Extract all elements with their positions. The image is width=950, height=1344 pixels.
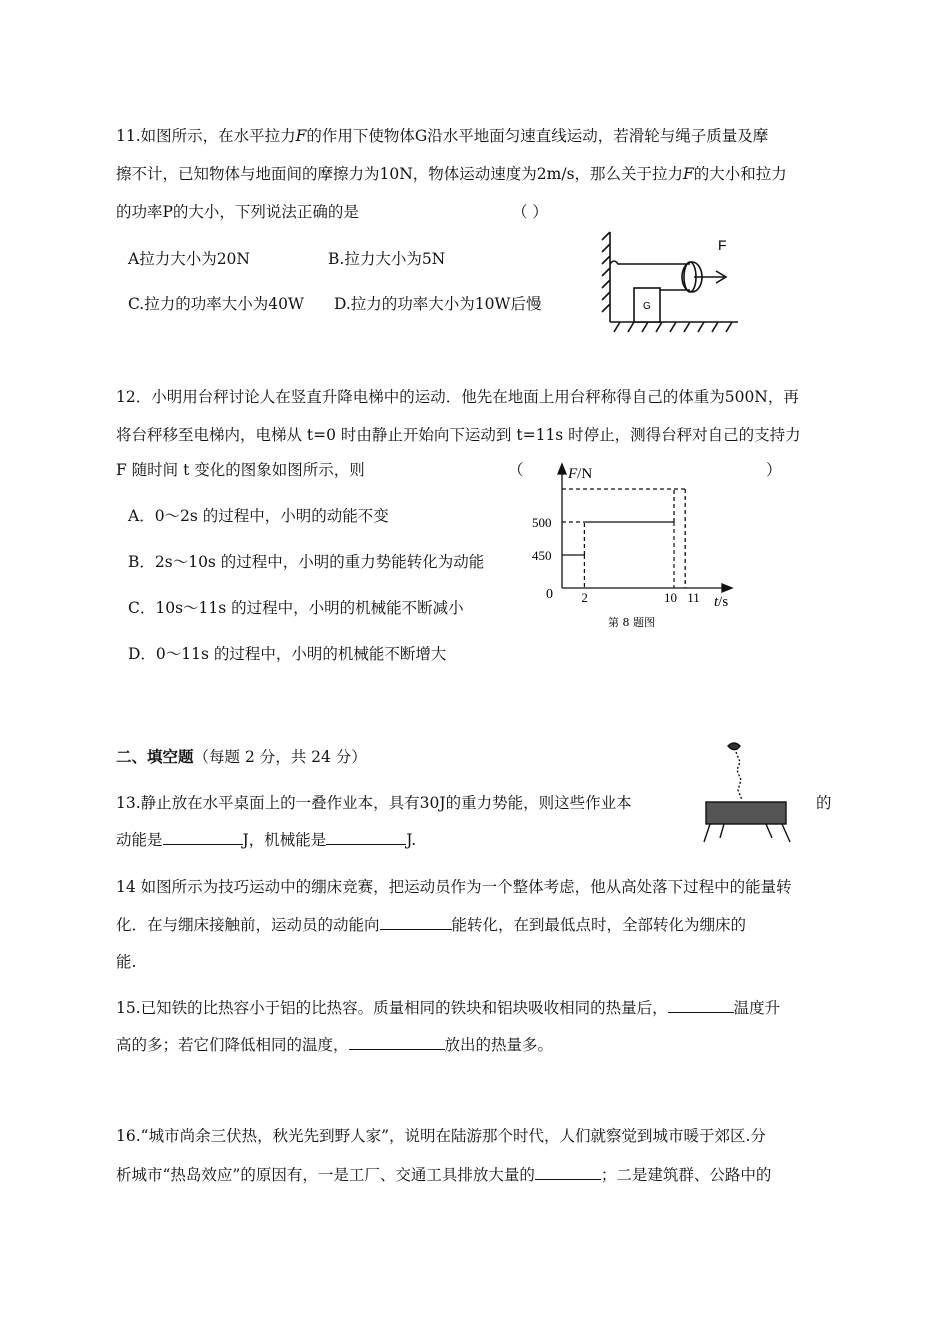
- q12-option-d: D．0～11s 的过程中，小明的机械能不断增大: [128, 645, 447, 663]
- q14-line1: 14 如图所示为技巧运动中的绷床竞赛，把运动员作为一个整体考虑，他从高处落下过程中的能量转: [116, 878, 792, 896]
- q12-line1: 12．小明用台秤讨论人在竖直升降电梯中的运动．他先在地面上用台秤称得自己的体重为500N，再: [116, 388, 799, 406]
- upper-rope: [610, 261, 690, 264]
- q12-option-c: C．10s～11s 的过程中，小明的机械能不断减小: [128, 599, 464, 617]
- q12-paren-open: （: [508, 461, 524, 479]
- pulley-figure: [598, 228, 748, 340]
- answer-blank[interactable]: [349, 1035, 445, 1050]
- x-tick-label: 10: [664, 590, 677, 605]
- q11-option-d: D.拉力的功率大小为10W后慢: [334, 295, 542, 313]
- trampoline-leg: [782, 824, 790, 842]
- answer-blank[interactable]: [535, 1165, 601, 1180]
- y-axis-label-symbol: F: [568, 466, 578, 482]
- q11-line3: [116, 202, 359, 222]
- y-tick-label: 450: [532, 548, 552, 563]
- q11-line2-b: 的大小和拉力: [693, 165, 787, 183]
- q16-line2: [116, 1165, 771, 1185]
- q11-line2: [116, 164, 787, 184]
- q11-line3-text: 的功率P的大小，下列说法正确的是: [116, 203, 359, 221]
- y-tick-label: 500: [532, 515, 552, 530]
- q15-line2: [116, 1035, 553, 1055]
- fig-force-label: F: [718, 237, 727, 253]
- section-2-heading: [116, 747, 367, 767]
- x-tick-label: 2: [581, 590, 588, 605]
- q14-line3: 能.: [116, 953, 137, 971]
- x-axis-label-symbol: t: [714, 594, 719, 610]
- y-axis-label-unit: /N: [577, 466, 593, 482]
- x-axis-label: [714, 594, 728, 610]
- answer-blank[interactable]: [163, 830, 243, 845]
- q16-line1: 16.“城市尚余三伏热，秋光先到野人家”，说明在陆游那个时代，人们就察觉到城市暖于郊区.分: [116, 1127, 766, 1145]
- q13-line1: 13.静止放在水平桌面上的一叠作业本，具有30J的重力势能，则这些作业本: [116, 794, 632, 812]
- q15-line2-a: 高的多；若它们降低相同的温度，: [116, 1036, 349, 1054]
- answer-blank[interactable]: [668, 998, 734, 1013]
- q12-option-a: A．0～2s 的过程中，小明的动能不变: [128, 507, 389, 525]
- x-axis-arrow: [722, 584, 732, 592]
- trampoline-leg: [720, 824, 724, 838]
- wall-hatch: [602, 232, 610, 312]
- q12-line3: F 随时间 t 变化的图象如图所示，则: [116, 461, 365, 479]
- trampoline-leg: [704, 824, 710, 842]
- x-axis-label-unit: /s: [718, 594, 729, 610]
- q12-line2: 将台秤移至电梯内，电梯从 t=0 时由静止开始向下运动到 t=11s 时停止，测得台秤对自己的支持力: [116, 426, 801, 444]
- athlete-icon: [728, 743, 740, 750]
- q12-paren-close: ）: [766, 461, 782, 479]
- q15-line2-b: 放出的热量多。: [444, 1036, 554, 1054]
- figure-caption: 第 8 题图: [608, 616, 655, 629]
- y-axis-label: [567, 466, 592, 482]
- x-tick-label: 11: [687, 590, 700, 605]
- q11-line1: [116, 126, 768, 146]
- q13-line2-c: J.: [406, 831, 417, 849]
- q13-line2: [116, 830, 416, 850]
- q13-line2-a: 动能是: [116, 831, 163, 849]
- q11-option-c: C.拉力的功率大小为40W: [128, 295, 304, 313]
- answer-blank[interactable]: [326, 830, 406, 845]
- q14-line2-a: 化．在与绷床接触前，运动员的动能向: [116, 916, 380, 934]
- answer-blank[interactable]: [380, 915, 452, 930]
- q14-line2: [116, 915, 746, 935]
- section-2-title: 二、填空题: [116, 747, 194, 766]
- q12-option-b: B．2s～10s 的过程中，小明的重力势能转化为动能: [128, 553, 485, 571]
- q15-line1-a: 15.已知铁的比热容小于铝的比热容。质量相同的铁块和铝块吸收相同的热量后，: [116, 999, 668, 1017]
- ground-hatch: [614, 322, 732, 332]
- fig-block-label: G: [643, 301, 651, 312]
- trampoline-bed: [706, 802, 786, 824]
- q14-line2-b: 能转化，在到最低点时，全部转化为绷床的: [451, 916, 747, 934]
- force-time-chart: [520, 458, 750, 638]
- q13-line1-end: 的: [816, 794, 832, 812]
- q16-line2-a: 析城市“热岛效应”的原因有，一是工厂、交通工具排放大量的: [116, 1166, 535, 1184]
- force-symbol: F: [683, 165, 694, 183]
- q11-option-b: B.拉力大小为5N: [328, 250, 446, 268]
- q15-line1: [116, 998, 780, 1018]
- motion-trail: [736, 752, 742, 800]
- q15-line1-b: 温度升: [733, 999, 781, 1017]
- q13-line2-b: J，机械能是: [242, 831, 327, 849]
- q16-line2-b: ；二是建筑群、公路中的: [600, 1166, 772, 1184]
- trampoline-figure: [700, 738, 800, 848]
- q11-answer-paren: （ ）: [512, 203, 548, 221]
- origin-label: 0: [546, 587, 553, 602]
- trampoline-leg: [766, 824, 772, 838]
- y-axis-arrow: [558, 464, 566, 474]
- q11-line1-a: 11.如图所示，在水平拉力: [116, 127, 296, 145]
- q11-line1-b: 的作用下使物体G沿水平地面匀速直线运动，若滑轮与绳子质量及摩: [306, 127, 769, 145]
- force-symbol: F: [295, 127, 307, 145]
- section-2-note: （每题 2 分，共 24 分）: [193, 748, 367, 766]
- q11-option-a: A拉力大小为20N: [128, 250, 250, 268]
- q11-line2-a: 擦不计，已知物体与地面间的摩擦力为10N，物体运动速度为2m/s，那么关于拉力: [116, 165, 684, 183]
